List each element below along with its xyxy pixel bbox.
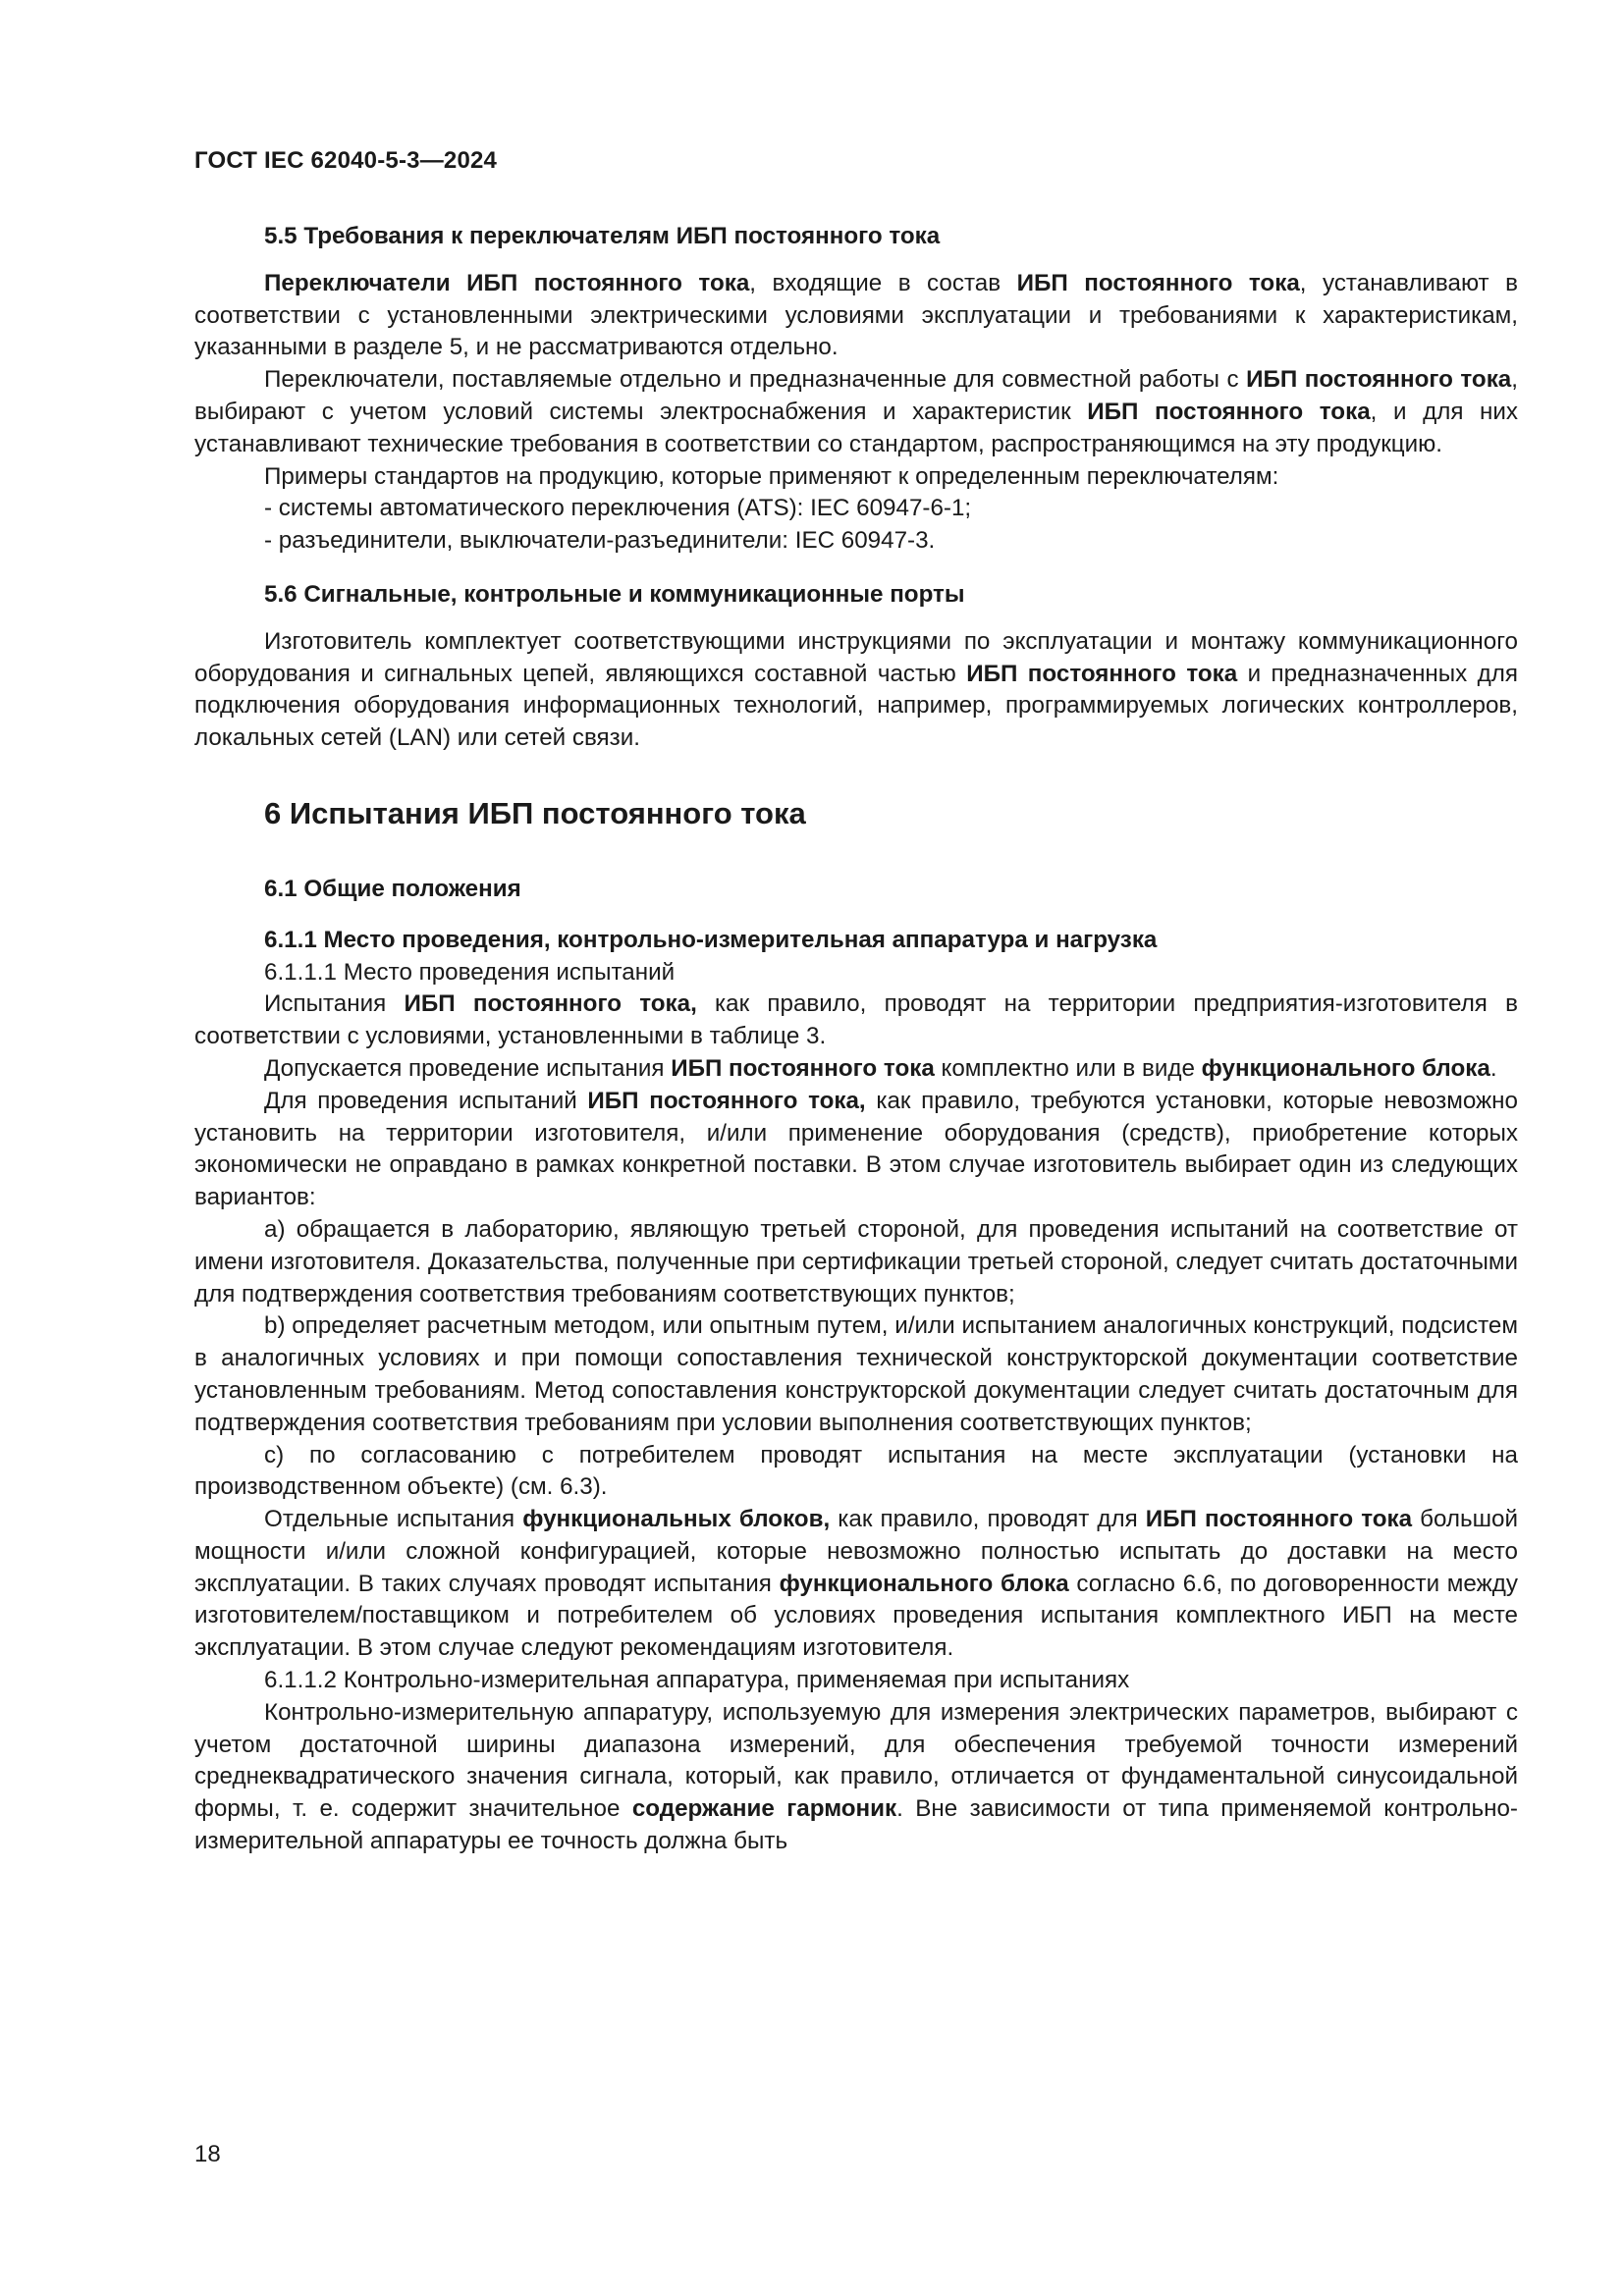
paragraph: Изготовитель комплектует соответствующими инструкциями по эксплуатации и монтажу коммуникационного оборудования и сигнальных цепей, являющихся составной частью ИБП постоянного тока и предназначенных для подключения оборудования информационных технологий, например, программируемых логических контроллеров, локальных сетей (LAN) или сетей связи.: [194, 627, 1518, 752]
section-5-6-heading: 5.6 Сигнальные, контрольные и коммуникационные порты: [264, 580, 965, 608]
section-6-1-heading: 6.1 Общие положения: [264, 875, 521, 902]
document-header: ГОСТ IEC 62040-5-3—2024: [194, 147, 498, 174]
list-item: a) обращается в лабораторию, являющую третьей стороной, для проведения испытаний на соответствие от имени изготовителя. Доказательства, полученные при сертификации третьей стороной, следует считать достаточными для подтверждения соответствия требованиям соответствующих пунктов;: [194, 1215, 1518, 1308]
list-item: c) по согласованию с потребителем проводят испытания на месте эксплуатации (установки на производственном объекте) (см. 6.3).: [194, 1441, 1518, 1501]
section-6-heading: 6 Испытания ИБП постоянного тока: [264, 795, 806, 830]
section-5-5-heading: 5.5 Требования к переключателям ИБП постоянного тока: [264, 223, 941, 249]
section-6-1-1-heading: 6.1.1 Место проведения, контрольно-измерительная аппаратура и нагрузка: [264, 926, 1158, 953]
section-6-1-1-1-heading: 6.1.1.1 Место проведения испытаний: [264, 958, 676, 986]
list-item: - разъединители, выключатели-разъединители: IEC 60947-3.: [264, 527, 936, 555]
paragraph: Допускается проведение испытания ИБП постоянного тока комплектно или в виде функционального блока.: [264, 1054, 1497, 1082]
list-item: b) определяет расчетным методом, или опытным путем, и/или испытанием аналогичных конструкций, подсистем в аналогичных условиях и при помощи сопоставления технической конструкторской документации соответствие установленным требованиям. Метод сопоставления конструкторской документации следует считать достаточным для подтверждения соответствия требованиям при условии выполнения соответствующих пунктов;: [194, 1312, 1518, 1436]
paragraph: Для проведения испытаний ИБП постоянного тока, как правило, требуются установки, которые невозможно установить на территории изготовителя, и/или применение оборудования (средств), приобретение которых экономически не оправдано в рамках конкретной поставки. В этом случае изготовитель выбирает один из следующих вариантов:: [194, 1087, 1518, 1211]
paragraph: Переключатели, поставляемые отдельно и предназначенные для совместной работы с ИБП постоянного тока, выбирают с учетом условий системы электроснабжения и характеристик ИБП постоянного тока, и для них устанавливают технические требования в соответствии со стандартом, распространяющимся на эту продукцию.: [194, 366, 1518, 457]
page-number: 18: [194, 2141, 221, 2167]
document-body: [194, 221, 1518, 1858]
section-6-1-1-2-heading: 6.1.1.2 Контрольно-измерительная аппаратура, применяемая при испытаниях: [264, 1667, 1130, 1694]
paragraph: Контрольно-измерительную аппаратуру, используемую для измерения электрических параметров, выбирают с учетом достаточной ширины диапазона измерений, для обеспечения требуемой точности измерений среднеквадратического значения сигнала, который, как правило, отличается от фундаментальной синусоидальной формы, т. е. содержит значительное содержание гармоник. Вне зависимости от типа применяемой контрольно-измерительной аппаратуры ее точность должна быть: [194, 1698, 1518, 1855]
paragraph: Отдельные испытания функциональных блоков, как правило, проводят для ИБП постоянного тока большой мощности и/или сложной конфигурацией, которые невозможно полностью испытать до доставки на место эксплуатации. В таких случаях проводят испытания функционального блока согласно 6.6, по договоренности между изготовителем/поставщиком и потребителем об условиях проведения испытания комплектного ИБП на месте эксплуатации. В этом случае следуют рекомендациям изготовителя.: [194, 1506, 1519, 1662]
paragraph: Примеры стандартов на продукцию, которые применяют к определенным переключателям:: [264, 462, 1279, 490]
paragraph: Испытания ИБП постоянного тока, как правило, проводят на территории предприятия-изготовителя в соответствии с условиями, установленными в таблице 3.: [194, 990, 1518, 1050]
paragraph: Переключатели ИБП постоянного тока, входящие в состав ИБП постоянного тока, устанавливают в соответствии с установленными электрическими условиями эксплуатации и требованиями к характеристикам, указанными в разделе 5, и не рассматриваются отдельно.: [194, 269, 1518, 361]
list-item: - системы автоматического переключения (ATS): IEC 60947-6-1;: [264, 495, 972, 522]
